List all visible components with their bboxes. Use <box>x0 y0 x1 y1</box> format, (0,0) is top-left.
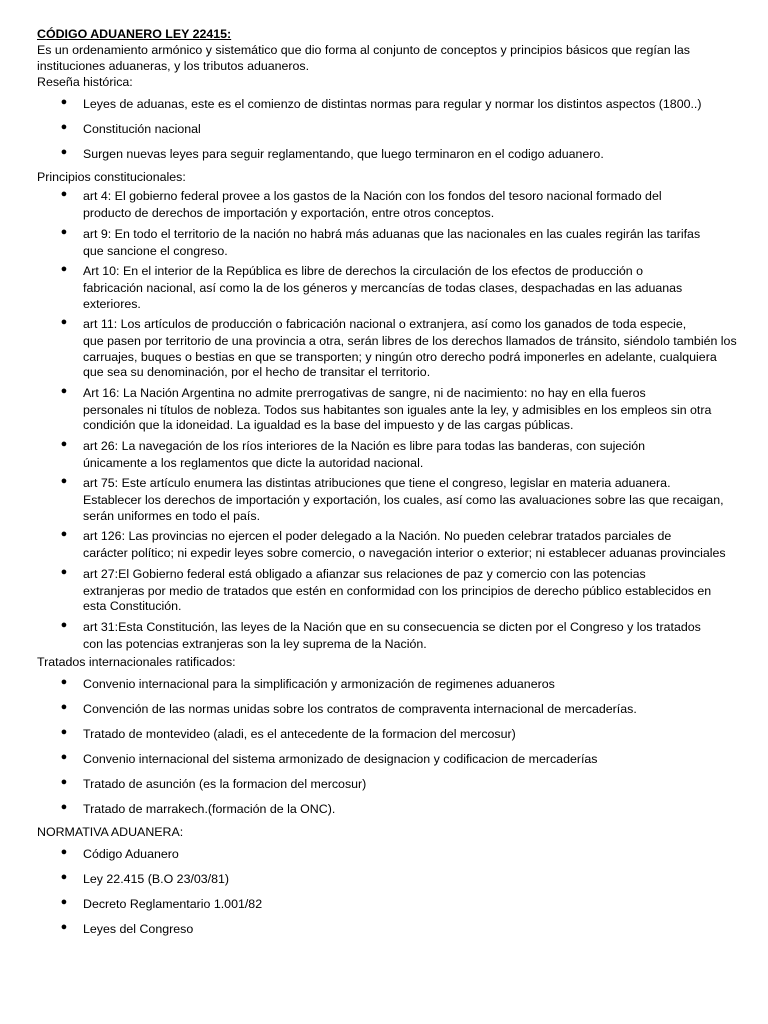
bullet-list <box>37 186 738 652</box>
document-sections <box>37 74 738 939</box>
document-title: CÓDIGO ADUANERO LEY 22415: <box>37 27 232 41</box>
section-heading: NORMATIVA ADUANERA: <box>37 825 184 839</box>
list-item <box>37 526 738 562</box>
list-item-text: Tratado de marrakech.(formación de la ONC). <box>83 802 336 816</box>
list-item-text: Ley 22.415 (B.O 23/03/81) <box>83 872 230 886</box>
list-item <box>37 564 738 615</box>
list-item-text: Convenio internacional para la simplificación y armonización de regimenes aduaneros <box>83 677 555 691</box>
bullet-icon: ● <box>60 188 68 200</box>
list-item-text: Código Aduanero <box>83 847 179 861</box>
bullet-icon: ● <box>60 96 68 108</box>
list-item-text-continued: fabricación nacional, así como la de los géneros y mercancías de todas clases, despachadas en las aduanas exteriores. <box>83 281 683 311</box>
list-item <box>37 749 738 769</box>
bullet-icon: ● <box>60 801 68 813</box>
bullet-icon: ● <box>60 726 68 738</box>
list-item-text-continued: únicamente a los reglamentos que dicte la autoridad nacional. <box>83 455 424 470</box>
bullet-icon: ● <box>60 776 68 788</box>
list-item-text-continued: Establecer los derechos de importación y exportación, los cuales, así como las avaluaciones sobre las que recaigan, serán uniformes en todo el país. <box>83 493 724 523</box>
bullet-icon: ● <box>60 384 68 397</box>
list-item-text: Constitución nacional <box>83 122 201 136</box>
bullet-icon: ● <box>60 565 68 578</box>
bullet-icon: ● <box>60 618 68 631</box>
list-item-text: Art 16: La Nación Argentina no admite prerrogativas de sangre, ni de nacimiento: no hay en ella fueros <box>83 385 646 400</box>
list-item-text: art 11: Los artículos de producción o fabricación nacional o extranjera, así como los ganados de toda especie, <box>83 317 687 331</box>
list-item-text: art 4: El gobierno federal provee a los gastos de la Nación con los fondos del tesoro nacional formado del <box>83 189 662 203</box>
bullet-list <box>37 674 738 819</box>
list-item-text: art 126: Las provincias no ejercen el poder delegado a la Nación. No pueden celebrar tratados parciales de <box>83 529 672 543</box>
section-heading: Reseña histórica: <box>37 75 133 89</box>
bullet-icon: ● <box>60 437 68 450</box>
list-item-text: Leyes del Congreso <box>83 922 194 936</box>
list-item-text-continued: que pasen por territorio de una provincia a otra, serán libres de los derechos llamados de tránsito, siéndolo también los carruajes, buques o bestias en que se transporten; y ningún otro derecho podrá imponerles en adelante, cualquiera que sea su denominación, por el hecho de transitar el territorio. <box>83 334 737 379</box>
section-heading: Principios constitucionales: <box>37 170 186 184</box>
list-item-text: Decreto Reglamentario 1.001/82 <box>83 897 263 911</box>
list-item <box>37 473 738 524</box>
bullet-icon: ● <box>60 225 68 238</box>
bullet-icon: ● <box>60 121 68 133</box>
bullet-icon: ● <box>60 846 68 858</box>
list-item <box>37 186 738 222</box>
document-intro: Es un ordenamiento armónico y sistemático que dio forma al conjunto de conceptos y principios básicos que regían las instituciones aduaneras, y los tributos aduaneros. <box>37 43 690 73</box>
list-item-text: Art 10: En el interior de la República es libre de derechos la circulación de los efectos de producción o <box>83 264 643 278</box>
list-item <box>37 919 738 939</box>
list-item-text-continued: que sancione el congreso. <box>83 243 228 258</box>
bullet-list <box>37 94 738 164</box>
bullet-icon: ● <box>60 475 68 487</box>
list-item-text: art 27:El Gobierno federal está obligado a afianzar sus relaciones de paz y comercio con las potencias <box>83 566 646 581</box>
list-item-text: Surgen nuevas leyes para seguir reglamentando, que luego terminaron en el codigo aduanero. <box>83 147 604 161</box>
list-item-text-continued: con las potencias extranjeras son la ley suprema de la Nación. <box>83 636 427 651</box>
list-item <box>37 436 738 472</box>
list-item <box>37 674 738 694</box>
list-item-text: art 75: Este artículo enumera las distintas atribuciones que tiene el congreso, legislar en materia aduanera. <box>83 476 671 490</box>
bullet-icon: ● <box>60 146 68 158</box>
list-item <box>37 119 738 139</box>
list-item-text: Tratado de montevideo (aladi, es el antecedente de la formacion del mercosur) <box>83 727 516 741</box>
list-item-text-continued: producto de derechos de importación y exportación, entre otros conceptos. <box>83 206 495 220</box>
bullet-icon: ● <box>60 316 68 328</box>
bullet-icon: ● <box>60 528 68 540</box>
bullet-list <box>37 844 738 939</box>
list-item <box>37 144 738 164</box>
list-item-text-continued: extranjeras por medio de tratados que estén en conformidad con los principios de derecho público establecidos en esta Constitución. <box>83 583 712 613</box>
list-item <box>37 383 738 434</box>
list-item-text-continued: personales ni títulos de nobleza. Todos sus habitantes son iguales ante la ley, y admisibles en los empleos sin otra condición que la idoneidad. La igualdad es la base del impuesto y de las cargas públicas. <box>83 402 712 432</box>
bullet-icon: ● <box>60 676 68 688</box>
list-item <box>37 261 738 312</box>
list-item <box>37 799 738 819</box>
bullet-icon: ● <box>60 921 68 933</box>
list-item <box>37 617 738 653</box>
bullet-icon: ● <box>60 896 68 908</box>
list-item <box>37 224 738 260</box>
list-item <box>37 869 738 889</box>
list-item <box>37 94 738 114</box>
bullet-icon: ● <box>60 871 68 883</box>
list-item-text: Leyes de aduanas, este es el comienzo de distintas normas para regular y normar los distintos aspectos (1800..) <box>83 97 702 111</box>
list-item-text-continued: carácter político; ni expedir leyes sobre comercio, o navegación interior o exterior; ni establecer aduanas provinciales <box>83 546 726 560</box>
list-item <box>37 844 738 864</box>
bullet-icon: ● <box>60 701 68 713</box>
list-item <box>37 774 738 794</box>
list-item <box>37 699 738 719</box>
bullet-icon: ● <box>60 751 68 763</box>
list-item <box>37 894 738 914</box>
list-item-text: Convención de las normas unidas sobre los contratos de compraventa internacional de mercaderías. <box>83 702 637 716</box>
list-item-text: art 31:Esta Constitución, las leyes de la Nación que en su consecuencia se dicten por el Congreso y los tratados <box>83 619 701 634</box>
list-item-text: Tratado de asunción (es la formacion del mercosur) <box>83 777 367 791</box>
section-heading: Tratados internacionales ratificados: <box>37 655 236 669</box>
list-item-text: art 26: La navegación de los ríos interiores de la Nación es libre para todas las banderas, con sujeción <box>83 438 646 453</box>
list-item <box>37 724 738 744</box>
list-item <box>37 314 738 381</box>
list-item-text: Convenio internacional del sistema armonizado de designacion y codificacion de mercaderías <box>83 752 598 766</box>
list-item-text: art 9: En todo el territorio de la nación no habrá más aduanas que las nacionales en las cuales regirán las tarifas <box>83 226 701 241</box>
bullet-icon: ● <box>60 263 68 275</box>
